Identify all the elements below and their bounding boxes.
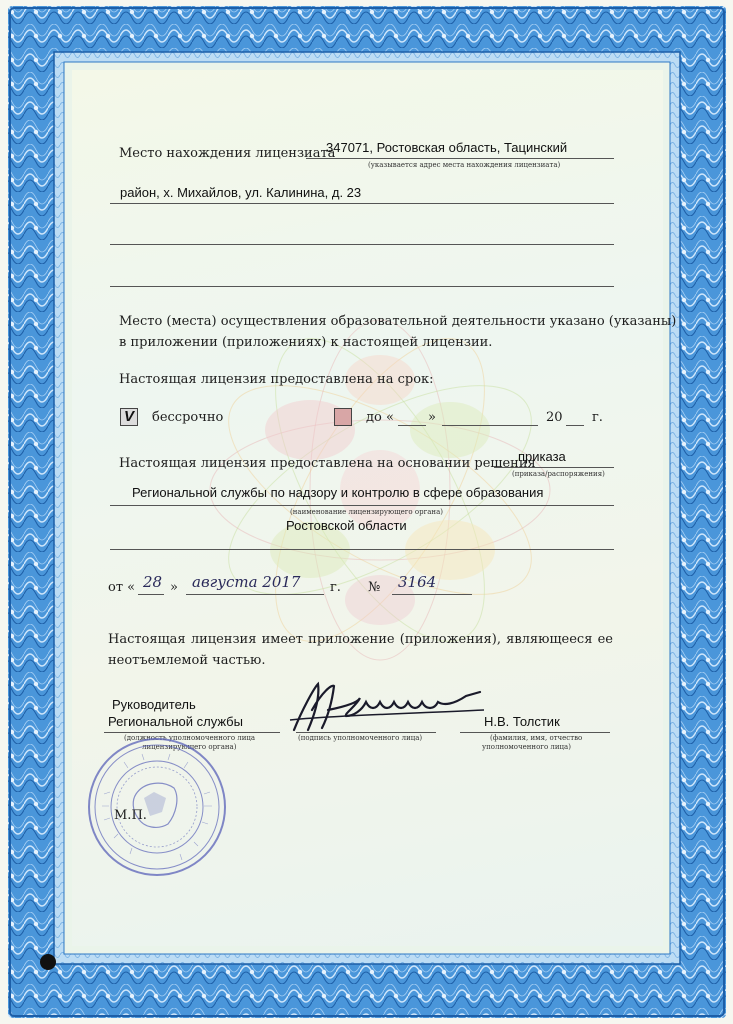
authority-caption: (наименование лицензирующего органа) (290, 508, 443, 516)
name-caption-2: уполномоченного лица) (482, 743, 571, 751)
basis-doc-type: приказа (518, 449, 566, 464)
indefinite-checkbox[interactable] (120, 408, 138, 426)
position-line2: Региональной службы (108, 714, 243, 729)
term-label: Настоящая лицензия предоставлена на срок: (119, 372, 434, 387)
authority-line-2 (110, 549, 614, 550)
stamp-label: М.П. (114, 808, 147, 823)
position-caption-2: лицензирующего органа) (142, 743, 237, 751)
location-label: Место нахождения лицензиата (119, 146, 336, 161)
date-month-year: августа 2017 (192, 573, 301, 591)
until-day-line (398, 425, 426, 426)
authority-line-1 (110, 505, 614, 506)
check-mark: V (124, 408, 135, 425)
location-line-1 (306, 158, 614, 159)
position-line1: Руководитель (112, 697, 196, 712)
number-label: № (368, 580, 381, 595)
authority-line2: Ростовской области (286, 518, 407, 533)
indefinite-label: бессрочно (152, 410, 224, 425)
position-line (104, 732, 280, 733)
punch-hole (40, 954, 56, 970)
license-number: 3164 (398, 573, 437, 591)
location-line-3 (110, 244, 614, 245)
annex-line1: Настоящая лицензия имеет приложение (приложения), являющееся ее (108, 632, 613, 647)
location-line-2 (110, 203, 614, 204)
signature-line (296, 732, 436, 733)
signer-name-line (460, 732, 610, 733)
location-line-4 (110, 286, 614, 287)
date-year-suffix: г. (330, 580, 341, 595)
basis-doc-caption: (приказа/распоряжения) (512, 470, 605, 478)
until-checkbox[interactable] (334, 408, 352, 426)
year-prefix: 20 (546, 410, 563, 425)
location-caption: (указывается адрес места нахождения лицензиата) (368, 161, 561, 169)
name-caption-1: (фамилия, имя, отчество (490, 734, 583, 742)
activity-place-line2: в приложении (приложениях) к настоящей лицензии. (119, 335, 493, 350)
number-line (392, 594, 472, 595)
annex-line2: неотъемлемой частью. (108, 653, 266, 668)
authority-line1: Региональной службы по надзору и контролю в сфере образования (132, 485, 544, 500)
location-value-line2: район, х. Михайлов, ул. Калинина, д. 23 (120, 185, 362, 200)
signer-name: Н.В. Толстик (484, 714, 560, 729)
handwritten-signature (288, 680, 488, 736)
signature-caption: (подпись уполномоченного лица) (298, 734, 423, 742)
location-value-line1: 347071, Ростовская область, Тацинский (326, 140, 568, 155)
basis-doc-line (494, 467, 614, 468)
date-mid: » (170, 580, 178, 595)
date-prefix: от « (108, 580, 136, 595)
activity-place-line1: Место (места) осуществления образовательной деятельности указано (указаны) (119, 314, 677, 329)
date-month-line (186, 594, 324, 595)
until-close: » (428, 410, 436, 425)
official-stamp (84, 734, 230, 880)
position-caption-1: (должность уполномоченного лица (124, 734, 256, 742)
year-suffix: г. (592, 410, 603, 425)
basis-label: Настоящая лицензия предоставлена на основании решения (119, 456, 536, 471)
date-day: 28 (143, 573, 163, 591)
date-day-line (138, 594, 164, 595)
until-year-line (566, 425, 584, 426)
until-month-line (442, 425, 538, 426)
until-label: до « (366, 410, 394, 425)
